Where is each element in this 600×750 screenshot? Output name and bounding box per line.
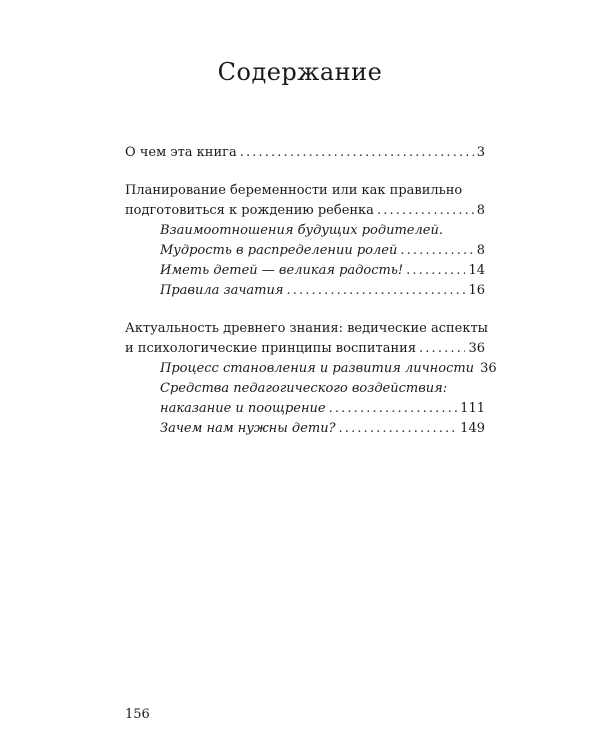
leader-dots [419, 341, 465, 356]
toc-entry-planning-line1[interactable] [125, 183, 485, 203]
toc-subentry-conception[interactable] [160, 283, 485, 303]
leader-dots [406, 263, 465, 278]
toc-entry-text: О чем эта книга [125, 145, 237, 160]
toc-page-number: 36 [468, 341, 485, 356]
toc-entry-text: Процесс становления и развития личности [160, 361, 475, 376]
toc-entry-text: подготовиться к рождению ребенка [125, 203, 374, 218]
toc-subentry-personality[interactable] [160, 361, 497, 381]
toc-subentry-children-joy[interactable] [160, 263, 485, 283]
toc-entry-text: Зачем нам нужны дети? [160, 421, 336, 436]
toc-entry-planning-line2[interactable] [125, 203, 485, 223]
leader-dots [339, 421, 458, 436]
toc-page-number: 8 [476, 203, 485, 218]
toc-subentry-pedagogy-line2[interactable] [160, 401, 485, 421]
leader-dots [287, 283, 466, 298]
toc-entry-text: Мудрость в распределении ролей [160, 243, 398, 258]
toc-page-number: 3 [476, 145, 485, 160]
toc-entry-text: Взаимоотношения будущих родителей. [160, 223, 443, 238]
toc-entry-relevance-line1[interactable] [125, 321, 489, 341]
toc-page-number: 14 [468, 263, 485, 278]
toc-page-number: 149 [460, 421, 485, 436]
toc-subentry-relations-line2[interactable] [160, 243, 485, 263]
toc-entry-text: Правила зачатия [160, 283, 284, 298]
toc-entry-intro[interactable] [125, 145, 485, 165]
toc-entry-text: и психологические принципы воспитания [125, 341, 417, 356]
toc-entry-text: Средства педагогического воздействия: [160, 381, 448, 396]
toc-subentry-why-children[interactable] [160, 421, 485, 441]
page-number: 156 [125, 707, 150, 722]
toc-entry-relevance-line2[interactable] [125, 341, 485, 361]
toc-page-number: 111 [460, 401, 485, 416]
page-title: Содержание [217, 58, 383, 86]
toc-entry-text: Иметь детей — великая радость! [160, 263, 404, 278]
toc-entry-text: наказание и поощрение [160, 401, 326, 416]
toc-entry-text: Актуальность древнего знания: ведические аспекты [125, 321, 489, 336]
leader-dots [377, 203, 474, 218]
toc-page-number: 16 [468, 283, 485, 298]
toc-page-number: 36 [480, 361, 497, 376]
leader-dots [400, 243, 473, 258]
toc-entry-text: Планирование беременности или как правильно [125, 183, 463, 198]
toc-subentry-relations-line1[interactable] [160, 223, 485, 243]
leader-dots [240, 145, 474, 160]
leader-dots [329, 401, 458, 416]
toc-page-number: 8 [476, 243, 485, 258]
toc-subentry-pedagogy-line1[interactable] [160, 381, 485, 401]
